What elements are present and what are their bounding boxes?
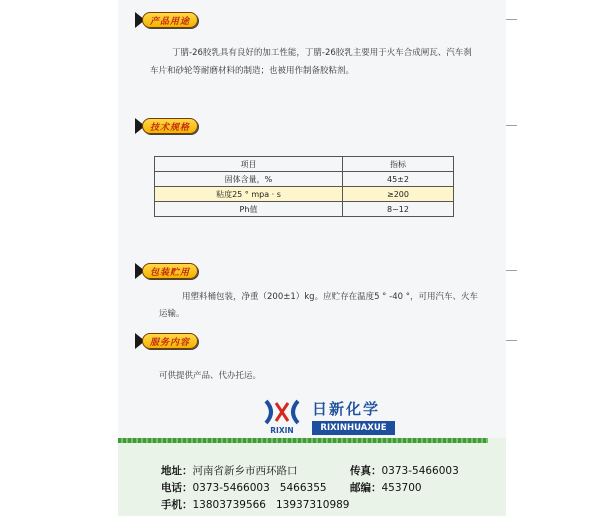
section-title-pack: 包装贮用: [150, 267, 191, 278]
address-label: 地址：: [161, 465, 193, 477]
phone-value: 0373-5466003 5466355: [192, 482, 327, 494]
spec-header-value: 指标: [343, 157, 454, 172]
spec-cell-item: 固体含量，%: [155, 172, 343, 187]
zip-value: 453700: [381, 482, 422, 494]
brand-mark: RIXIN: [270, 426, 294, 435]
phone-label: 电话：: [161, 482, 193, 494]
service-line-1: 可供提供产品、代办托运。: [159, 371, 262, 381]
fax-row: [350, 463, 459, 478]
use-line-2: 车片和砂轮等耐磨材料的制造；也被用作制备胶粘剂。: [150, 66, 355, 76]
mobile-value: 13803739566 13937310989: [192, 499, 350, 511]
pack-line-2: 运输。: [159, 309, 185, 319]
mobile-label: 手机：: [161, 499, 193, 511]
phone-row: [161, 480, 327, 495]
spec-cell-value: 45±2: [343, 172, 454, 187]
spec-header-item: 项目: [155, 157, 343, 172]
spec-cell-value: ≥200: [343, 187, 454, 202]
section-title-use: 产品用途: [150, 16, 191, 27]
section-badge-pack: [135, 263, 198, 279]
fax-value: 0373-5466003: [381, 465, 459, 477]
brand-name: 日新化学: [312, 400, 381, 418]
fax-label: 传真：: [350, 465, 382, 477]
rixin-logo-icon: [262, 399, 302, 425]
mobile-row: [161, 497, 349, 512]
section-title-spec: 技术规格: [150, 122, 191, 133]
pack-line-1: 用塑料桶包装，净重（200±1）kg。应贮存在温度5 ° -40 °，可用汽车、火车: [182, 292, 478, 302]
section-badge-service: [135, 333, 198, 349]
spec-cell-item: Ph值: [155, 202, 343, 217]
spec-cell-value: 8~12: [343, 202, 454, 217]
table-row: [155, 202, 454, 217]
footer-stripe: [118, 438, 488, 443]
spec-header-row: [155, 157, 454, 172]
table-row: [155, 187, 454, 202]
use-line-1: 丁腈-26胶乳具有良好的加工性能，丁腈-26胶乳主要用于火车合成闸瓦、汽车刹: [172, 48, 472, 58]
section-badge-spec: [135, 118, 198, 134]
address-value: 河南省新乡市西环路口: [192, 465, 298, 477]
spec-cell-item: 粘度25 ° mpa · s: [155, 187, 343, 202]
spec-table: [154, 156, 454, 217]
brand-latin: RIXINHUAXUE: [312, 421, 395, 435]
zip-row: [350, 480, 422, 495]
section-badge-use: [135, 12, 198, 28]
section-title-service: 服务内容: [150, 337, 191, 348]
table-row: [155, 172, 454, 187]
address-row: [161, 463, 298, 478]
zip-label: 邮编：: [350, 482, 382, 494]
